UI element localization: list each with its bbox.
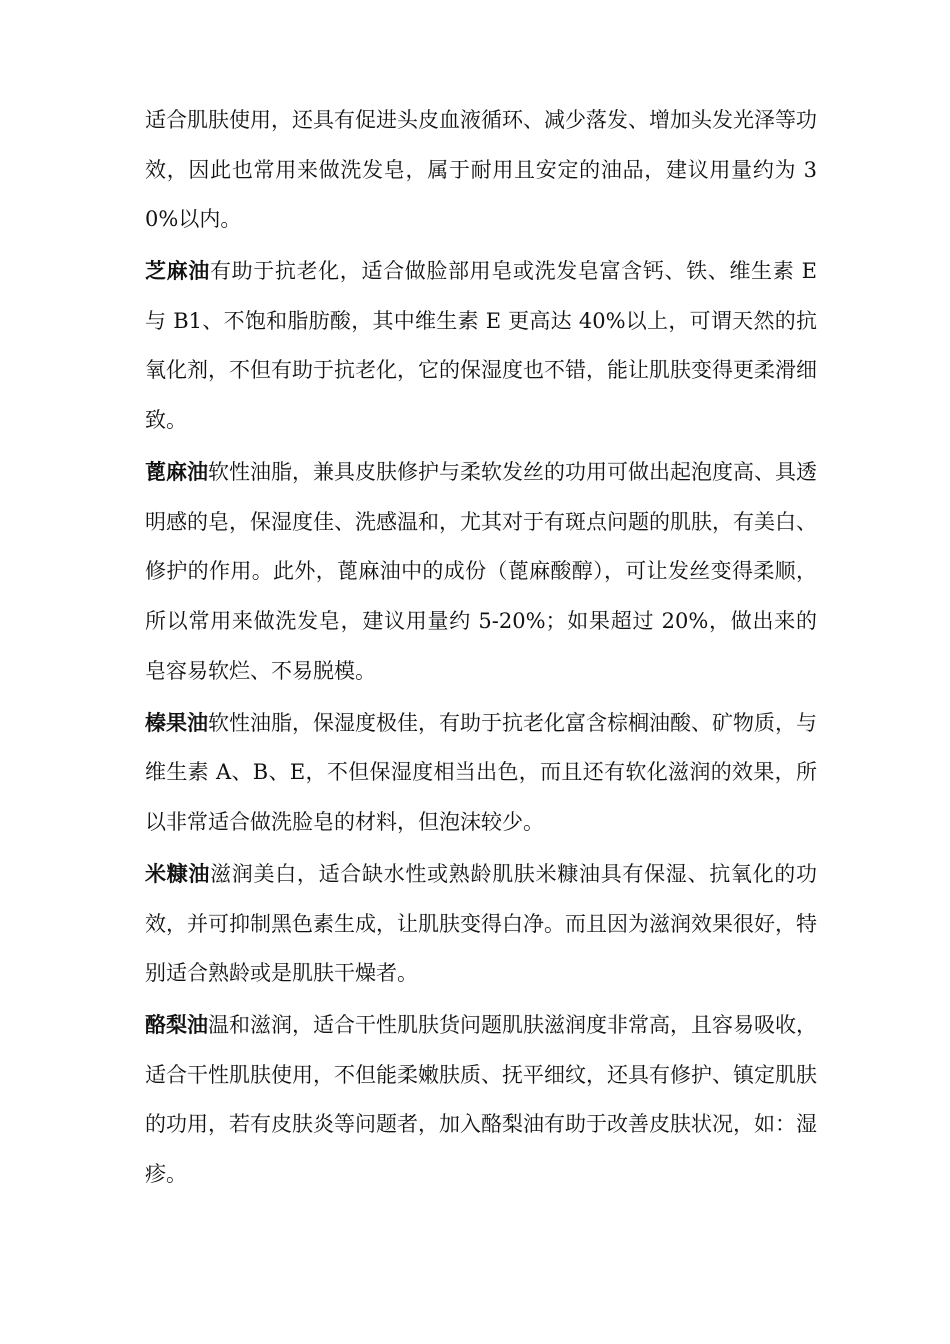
paragraph-text: 软性油脂，保湿度极佳，有助于抗老化富含棕榈油酸、矿物质，与维生素 A、B、E，不但保湿度相当出色，而且还有软化滋润的效果，所以非常适合做洗脸皂的材料，但泡沫较少。 bbox=[145, 710, 817, 834]
document-body bbox=[145, 95, 817, 1201]
paragraph-text: 有助于抗老化，适合做脸部用皂或洗发皂富含钙、铁、维生素 E 与 B1、不饱和脂肪酸，其中维生素 E 更高达 40%以上，可谓天然的抗氧化剂，不但有助于抗老化，它的保湿度也不错，能让肌肤变得更柔滑细致。 bbox=[145, 259, 817, 433]
paragraph-continuation bbox=[145, 95, 817, 245]
paragraph-sesame-oil bbox=[145, 246, 817, 445]
paragraph-text: 滋润美白，适合缺水性或熟龄肌肤米糠油具有保湿、抗氧化的功效，并可抑制黑色素生成，让肌肤变得白净。而且因为滋润效果很好，特别适合熟龄或是肌肤干燥者。 bbox=[145, 861, 818, 986]
paragraph-term: 芝麻油 bbox=[145, 258, 210, 284]
paragraph-term: 榛果油 bbox=[145, 709, 208, 735]
paragraph-term: 酪梨油 bbox=[145, 1012, 208, 1038]
paragraph-text: 适合肌肤使用，还具有促进头皮血液循环、减少落发、增加头发光泽等功效，因此也常用来做洗发皂，属于耐用且安定的油品，建议用量约为 30%以内。 bbox=[145, 108, 817, 232]
paragraph-text: 温和滋润，适合干性肌肤货问题肌肤滋润度非常高，且容易吸收，适合干性肌肤使用，不但能柔嫩肤质、抚平细纹，还具有修护、镇定肌肤的功用，若有皮肤炎等问题者，加入酪梨油有助于改善皮肤状况，如：湿疹。 bbox=[145, 1013, 817, 1186]
paragraph-castor-oil bbox=[145, 447, 817, 696]
paragraph-term: 蓖麻油 bbox=[145, 459, 208, 485]
paragraph-rice-bran-oil bbox=[145, 849, 817, 999]
paragraph-avocado-oil bbox=[145, 1000, 817, 1199]
paragraph-hazelnut-oil bbox=[145, 698, 817, 848]
paragraph-term: 米糠油 bbox=[145, 860, 211, 886]
paragraph-text: 软性油脂，兼具皮肤修护与柔软发丝的功用可做出起泡度高、具透明感的皂，保湿度佳、洗感温和，尤其对于有斑点问题的肌肤，有美白、修护的作用。此外，蓖麻油中的成份（蓖麻酸醇），可让发丝变得柔顺，所以常用来做洗发皂，建议用量约 5-20%；如果超过 20%，做出来的皂容易软烂、不易脱模。 bbox=[145, 460, 817, 683]
